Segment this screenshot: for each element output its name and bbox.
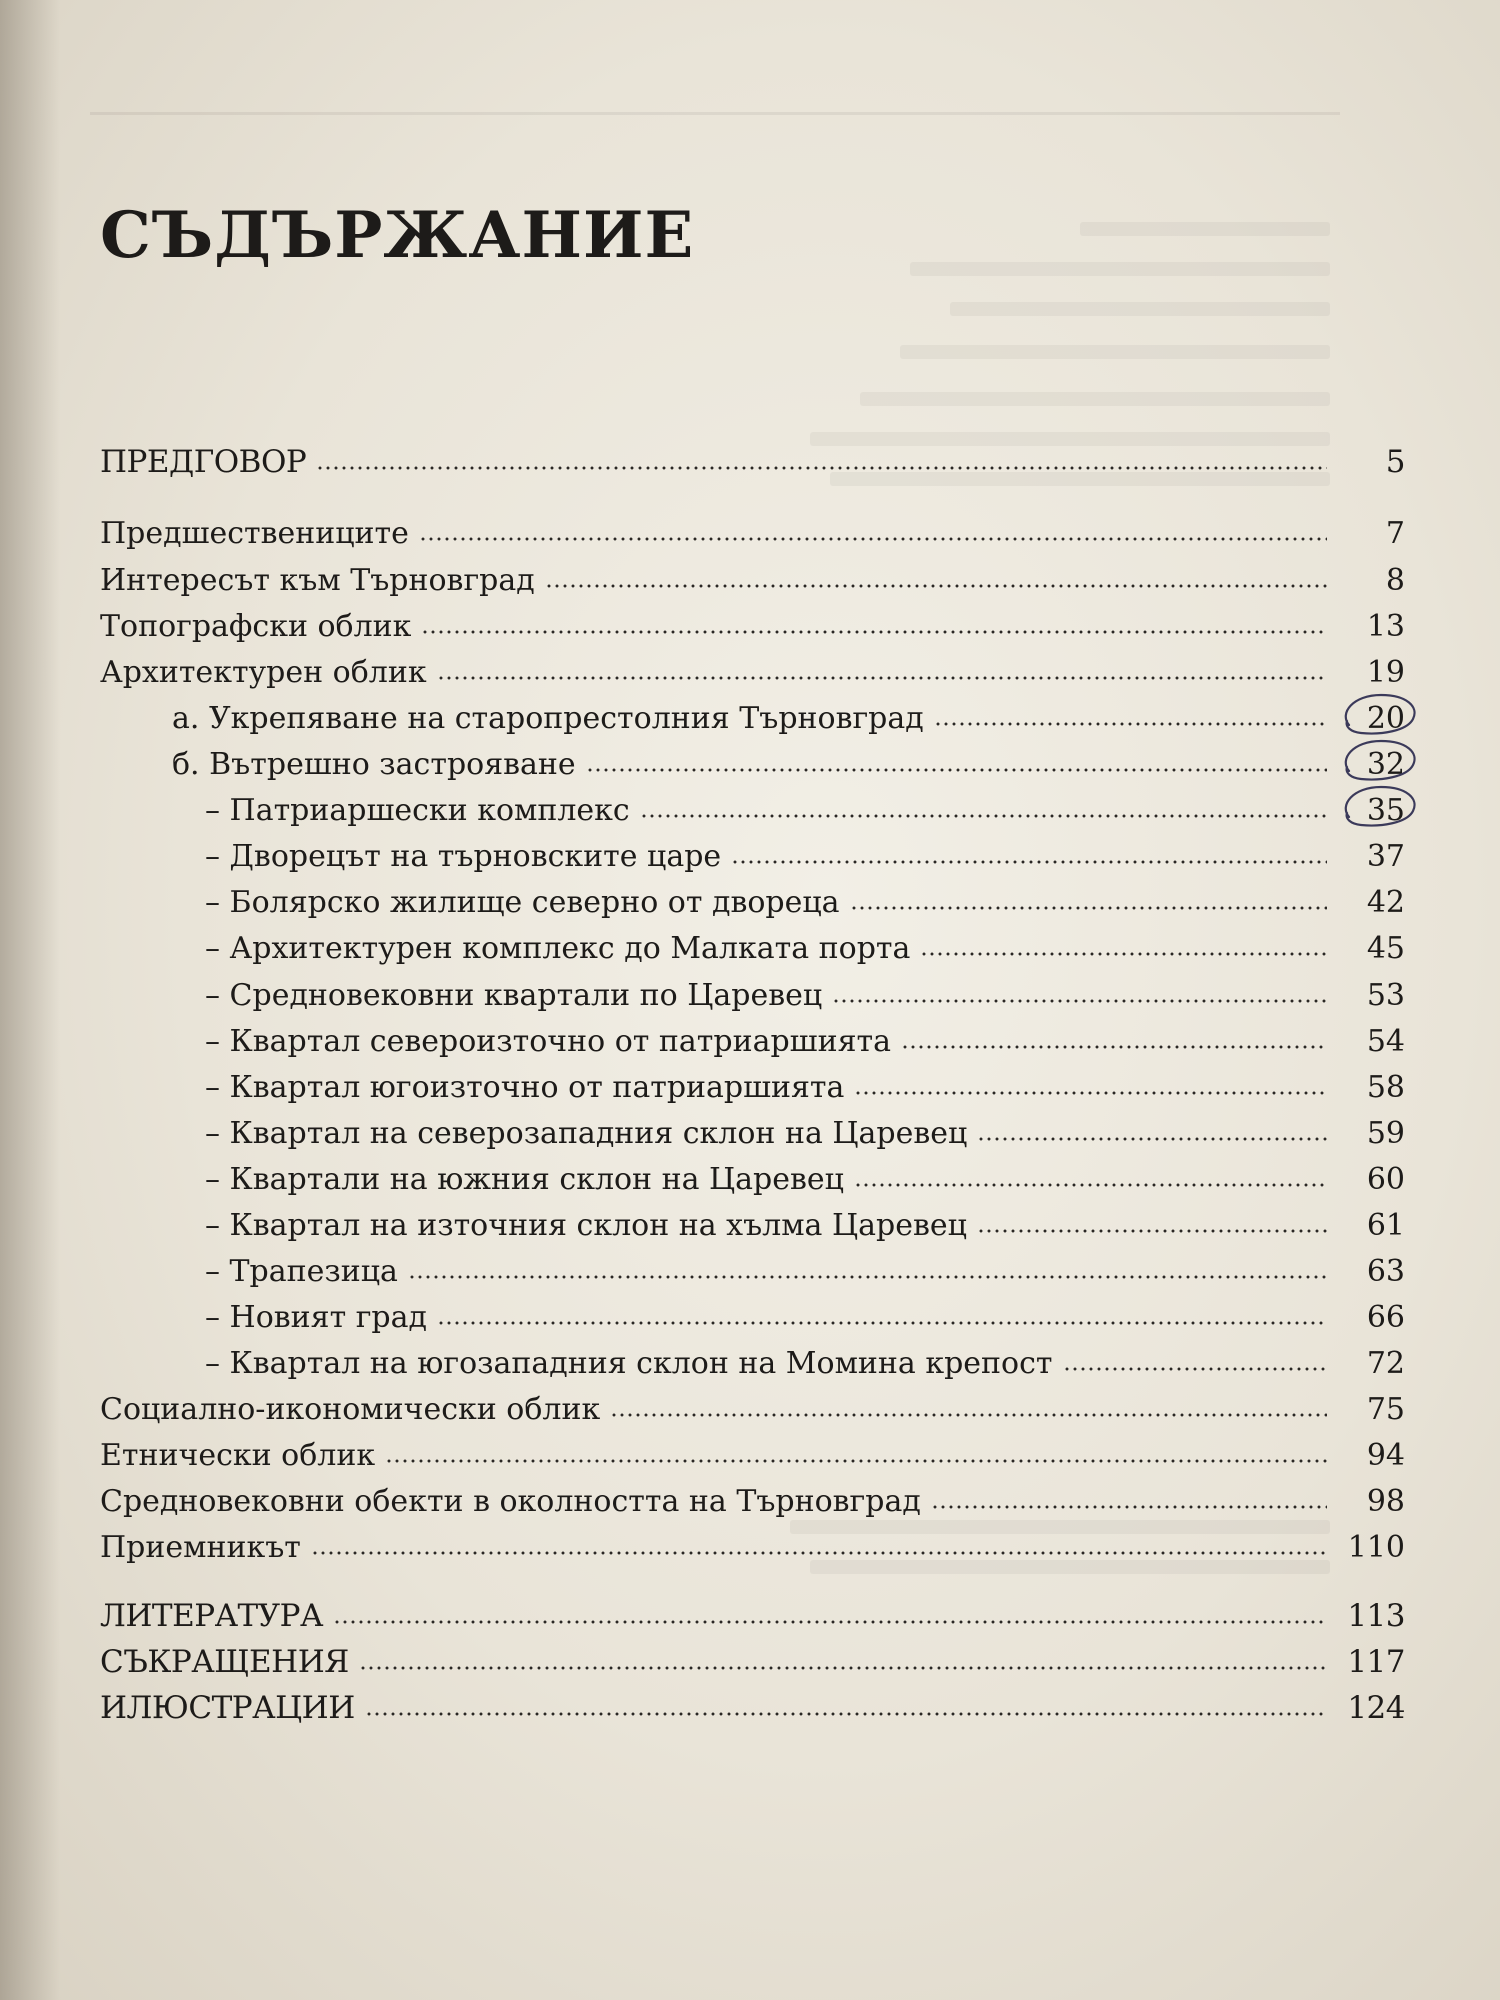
page-number-text: 113: [1347, 1598, 1405, 1634]
page-number-text: 13: [1366, 609, 1405, 644]
toc-page-number: [1333, 839, 1405, 874]
toc-entry: [100, 1634, 1405, 1678]
toc-entry-title: ЛИТЕРАТУРА: [100, 1598, 323, 1634]
page-number-text: 20: [1367, 701, 1405, 736]
toc-entry-title: – Квартал на югозападния склон на Момина крепост: [205, 1346, 1053, 1381]
page-number-text: 7: [1385, 516, 1405, 551]
page-number-text: 61: [1366, 1208, 1405, 1243]
toc-page-number: [1333, 1484, 1405, 1519]
dot-leader: [977, 1137, 1327, 1141]
toc-entry: [100, 598, 1405, 642]
toc-page-number: [1333, 609, 1405, 644]
toc-page-number: [1333, 1644, 1405, 1680]
dot-leader: [854, 1183, 1327, 1187]
toc-page-number: [1333, 1598, 1405, 1634]
toc-entry-title: Интересът към Търновград: [100, 563, 535, 598]
pen-circle-mark: [1331, 687, 1423, 741]
page-number-text: 37: [1366, 839, 1405, 874]
page-number-text: 94: [1366, 1438, 1405, 1473]
toc-entry: [205, 1335, 1405, 1379]
page-number-text: 63: [1366, 1254, 1405, 1289]
toc-entry: [205, 920, 1405, 964]
toc-page-number: [1333, 701, 1405, 736]
toc-entry-title: Топографски облик: [100, 609, 412, 644]
toc-entry: [100, 552, 1405, 596]
page-number-text: 66: [1366, 1300, 1405, 1335]
dot-leader: [385, 1459, 1327, 1463]
toc-entry-title: – Дворецът на търновските царе: [205, 839, 722, 874]
toc-entry-title: – Квартал на източния склон на хълма Царевец: [205, 1208, 967, 1243]
dot-leader: [931, 1505, 1327, 1509]
page-number-text: 5: [1385, 444, 1405, 480]
bleed-through-line: [950, 302, 1330, 316]
toc-page-number: [1333, 1024, 1405, 1059]
page-number-text: 98: [1366, 1484, 1405, 1519]
dot-leader: [421, 630, 1327, 634]
dot-leader: [316, 466, 1327, 470]
toc-entry-title: Приемникът: [100, 1530, 301, 1565]
toc-entry: [100, 434, 1405, 478]
bleed-through-rule: [90, 112, 1340, 115]
toc-entry-title: – Квартал на северозападния склон на Царевец: [205, 1116, 968, 1151]
toc-entry-title: СЪКРАЩЕНИЯ: [100, 1644, 349, 1680]
pen-circle-mark: [1331, 779, 1423, 833]
page-title: СЪДЪРЖАНИЕ: [100, 198, 695, 273]
toc-page-number: [1333, 1530, 1405, 1565]
toc-entry: [172, 736, 1405, 780]
toc-entry-title: – Болярско жилище северно от двореца: [205, 885, 840, 920]
toc-page-number: [1333, 1254, 1405, 1289]
toc-page-number: [1333, 978, 1405, 1013]
page-number-text: 53: [1366, 978, 1405, 1013]
toc-page-number: [1333, 444, 1405, 480]
toc-page-number: [1333, 885, 1405, 920]
bleed-through-line: [860, 392, 1330, 406]
page-number-text: 58: [1366, 1070, 1405, 1105]
toc-page-number: [1333, 1346, 1405, 1381]
page-number-text: 54: [1366, 1024, 1405, 1059]
toc-entry: [205, 1289, 1405, 1333]
page-number-text: 59: [1366, 1116, 1405, 1151]
dot-leader: [832, 999, 1327, 1003]
toc-entry: [205, 1059, 1405, 1103]
toc-page-number: [1333, 793, 1405, 828]
toc-page-number: [1333, 516, 1405, 551]
toc-entry: [100, 505, 1405, 549]
toc-entry: [205, 1013, 1405, 1057]
toc-entry: [100, 644, 1405, 688]
dot-leader: [311, 1551, 1327, 1555]
toc-entry: [205, 874, 1405, 918]
page-number-text: 110: [1347, 1530, 1405, 1565]
page-number-text: 32: [1367, 747, 1405, 782]
toc-entry-title: – Новият град: [205, 1300, 427, 1335]
toc-entry-title: – Архитектурен комплекс до Малката порта: [205, 931, 911, 966]
toc-entry-title: – Квартал югоизточно от патриаршията: [205, 1070, 845, 1105]
toc-entry: [205, 782, 1405, 826]
dot-leader: [854, 1091, 1327, 1095]
dot-leader: [437, 1321, 1327, 1325]
toc-page-number: [1333, 655, 1405, 690]
toc-entry: [100, 1473, 1405, 1517]
toc-entry-title: ИЛЮСТРАЦИИ: [100, 1690, 355, 1726]
toc-entry-title: Средновековни обекти в околността на Търновград: [100, 1484, 921, 1519]
toc-page-number: [1333, 1438, 1405, 1473]
dot-leader: [419, 537, 1327, 541]
dot-leader: [901, 1045, 1327, 1049]
bleed-through-line: [910, 262, 1330, 276]
pen-circle-mark: [1331, 733, 1423, 787]
dot-leader: [640, 814, 1327, 818]
toc-entry-title: Етнически облик: [100, 1438, 376, 1473]
toc-entry-title: Социално-икономически облик: [100, 1392, 601, 1427]
toc-page-number: [1333, 931, 1405, 966]
toc-entry: [205, 1243, 1405, 1287]
bleed-through-line: [1080, 222, 1330, 236]
dot-leader: [977, 1229, 1327, 1233]
page-number-text: 35: [1367, 793, 1405, 828]
dot-leader: [1063, 1367, 1328, 1371]
dot-leader: [586, 768, 1327, 772]
page-number-text: 117: [1347, 1644, 1405, 1680]
bleed-through-line: [900, 345, 1330, 359]
toc-page-number: [1333, 1208, 1405, 1243]
toc-entry-title: – Патриаршески комплекс: [205, 793, 630, 828]
toc-page-number: [1333, 1690, 1405, 1726]
toc-entry: [205, 1197, 1405, 1241]
page-number-text: 75: [1366, 1392, 1405, 1427]
dot-leader: [545, 584, 1327, 588]
page-number-text: 60: [1366, 1162, 1405, 1197]
dot-leader: [731, 860, 1327, 864]
toc-page-number: [1333, 1392, 1405, 1427]
dot-leader: [920, 952, 1327, 956]
page-number-text: 72: [1366, 1346, 1405, 1381]
toc-page-number: [1333, 1116, 1405, 1151]
toc-page-number: [1333, 1070, 1405, 1105]
toc-entry-title: – Трапезица: [205, 1254, 398, 1289]
toc-entry: [100, 1680, 1405, 1724]
toc-page-number: [1333, 563, 1405, 598]
page-number-text: 124: [1347, 1690, 1405, 1726]
toc-entry-title: – Квартали на южния склон на Царевец: [205, 1162, 844, 1197]
dot-leader: [850, 906, 1327, 910]
toc-entry: [205, 1151, 1405, 1195]
toc-entry-title: а. Укрепяване на старопрестолния Търновград: [172, 701, 924, 736]
toc-entry-title: б. Вътрешно застрояване: [172, 747, 576, 782]
page-number-text: 42: [1366, 885, 1405, 920]
page-number-text: 45: [1366, 931, 1405, 966]
toc-entry-title: ПРЕДГОВОР: [100, 444, 307, 480]
dot-leader: [359, 1666, 1327, 1670]
page-number-text: 8: [1385, 563, 1405, 598]
dot-leader: [333, 1620, 1327, 1624]
toc-entry: [100, 1519, 1405, 1563]
toc-page-number: [1333, 1162, 1405, 1197]
toc-entry-title: Архитектурен облик: [100, 655, 427, 690]
dot-leader: [365, 1712, 1327, 1716]
binding-shadow: [0, 0, 60, 2000]
toc-entry: [205, 828, 1405, 872]
page-number-text: 19: [1366, 655, 1405, 690]
toc-entry: [205, 967, 1405, 1011]
toc-entry-title: Предшествениците: [100, 516, 409, 551]
toc-entry: [100, 1427, 1405, 1471]
toc-entry-title: – Квартал североизточно от патриаршията: [205, 1024, 891, 1059]
bleed-through-heading: [420, 40, 1340, 113]
toc-entry: [100, 1381, 1405, 1425]
toc-page-number: [1333, 1300, 1405, 1335]
dot-leader: [408, 1275, 1327, 1279]
toc-entry: [172, 690, 1405, 734]
toc-entry: [205, 1105, 1405, 1149]
toc-entry: [100, 1588, 1405, 1632]
dot-leader: [610, 1413, 1327, 1417]
toc-page-number: [1333, 747, 1405, 782]
dot-leader: [934, 722, 1327, 726]
toc-entry-title: – Средновековни квартали по Царевец: [205, 978, 823, 1013]
dot-leader: [437, 676, 1327, 680]
